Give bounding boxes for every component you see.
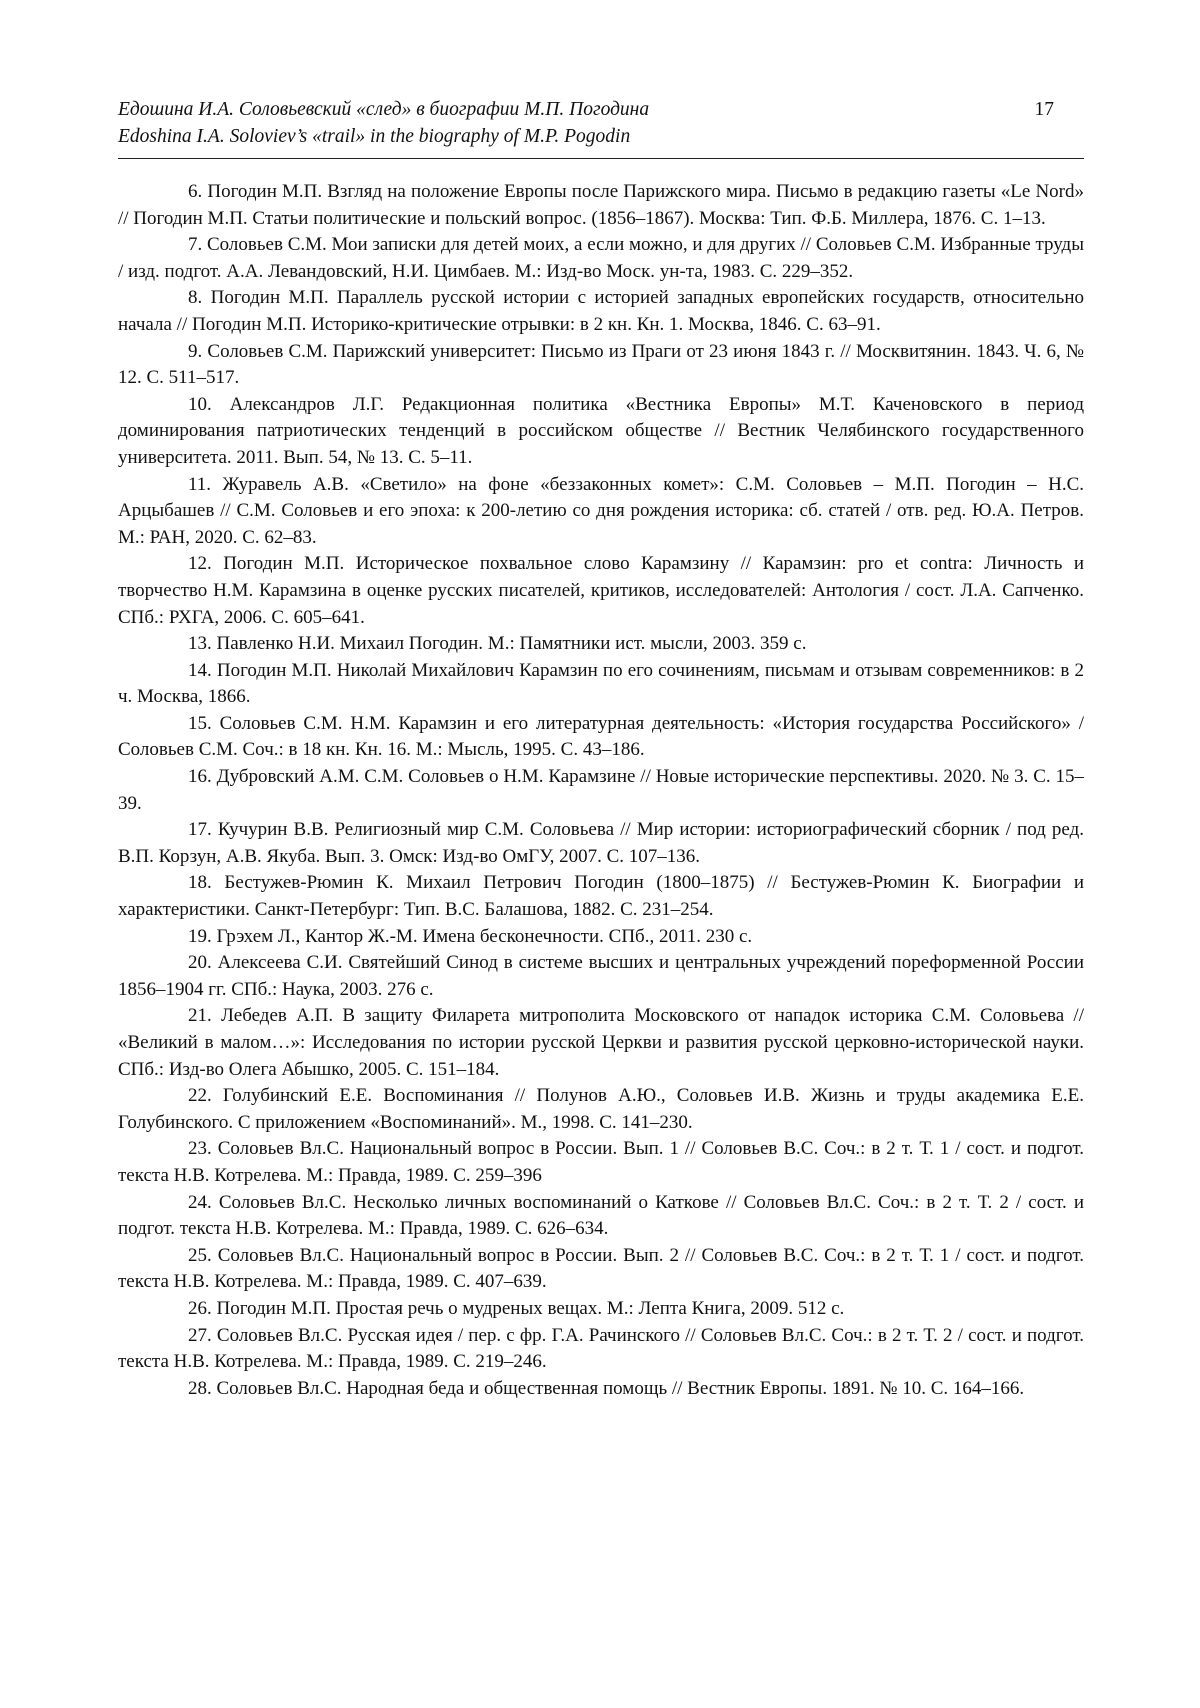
reference-item: 19. Грэхем Л., Кантор Ж.-М. Имена бесконечности. СПб., 2011. 230 с.: [188, 925, 753, 947]
reference-item: 28. Соловьев Вл.С. Народная беда и общественная помощь // Вестник Европы. 1891. № 10. С. 164–166.: [188, 1377, 1025, 1399]
running-head-title-en: Edoshina I.A. Soloviev’s «trail» in the biography of M.P. Pogodin: [118, 126, 631, 147]
reference-item: 15. Соловьев С.М. Н.М. Карамзин и его литературная деятельность: «История государства Российского» / Соловьев С.М. Соч.: в 18 кн. Кн. 16. М.: Мысль, 1995. С. 43–186.: [118, 712, 1084, 761]
reference-item: 17. Кучурин В.В. Религиозный мир С.М. Соловьева // Мир истории: историографический сборник / под ред. В.П. Корзун, А.В. Якуба. Вып. 3. Омск: Изд-во ОмГУ, 2007. С. 107–136.: [118, 819, 1084, 867]
reference-item: 26. Погодин М.П. Простая речь о мудреных вещах. М.: Лепта Книга, 2009. 512 с.: [188, 1297, 845, 1319]
reference-item: 10. Александров Л.Г. Редакционная политика «Вестника Европы» М.Т. Каченовского в период доминирования патриотических тенденций в российском обществе // Вестник Челябинского государственного университета. 2011. Вып. 54, № 13. С. 5–11.: [118, 393, 1084, 468]
reference-item: 9. Соловьев С.М. Парижский университет: Письмо из Праги от 23 июня 1843 г. // Москвитянин. 1843. Ч. 6, № 12. С. 511–517.: [118, 340, 1084, 389]
page-number: 17: [1034, 99, 1054, 120]
reference-item: 24. Соловьев Вл.С. Несколько личных воспоминаний о Каткове // Соловьев Вл.С. Соч.: в 2 т. Т. 2 / сост. и подгот. текста Н.В. Котрелева. М.: Правда, 1989. С. 626–634.: [118, 1191, 1084, 1240]
reference-item: 27. Соловьев Вл.С. Русская идея / пер. с фр. Г.А. Рачинского // Соловьев Вл.С. Соч.: в 2 т. Т. 2 / сост. и подгот. текста Н.В. Котрелева. М.: Правда, 1989. С. 219–246.: [118, 1324, 1084, 1373]
reference-item: 12. Погодин М.П. Историческое похвальное слово Карамзину // Карамзин: pro et contra: Личность и творчество Н.М. Карамзина в оценке русских писателей, критиков, исследователей: Антология / сост. Л.А. Сапченко. СПб.: РХГА, 2006. С. 605–641.: [118, 553, 1084, 628]
document-page: [118, 96, 1084, 1656]
running-head: [118, 96, 1084, 159]
reference-item: 14. Погодин М.П. Николай Михайлович Карамзин по его сочинениям, письмам и отзывам современников: в 2 ч. Москва, 1866.: [118, 659, 1084, 708]
reference-item: 13. Павленко Н.И. Михаил Погодин. М.: Памятники ист. мысли, 2003. 359 с.: [188, 633, 807, 655]
reference-item: 25. Соловьев Вл.С. Национальный вопрос в России. Вып. 2 // Соловьев В.С. Соч.: в 2 т. Т. 1 / сост. и подгот. текста Н.В. Котрелева. М.: Правда, 1989. С. 407–639.: [118, 1244, 1084, 1293]
reference-item: 16. Дубровский А.М. С.М. Соловьев о Н.М. Карамзине // Новые исторические перспективы. 2020. № 3. С. 15–39.: [118, 766, 1084, 814]
reference-item: 8. Погодин М.П. Параллель русской истории с историей западных европейских государств, относительно начала // Погодин М.П. Историко-критические отрывки: в 2 кн. Кн. 1. Москва, 1846. С. 63–91.: [118, 287, 1084, 335]
reference-list: [118, 179, 1084, 1402]
running-head-title-ru: Едошина И.А. Соловьевский «след» в биографии М.П. Погодина: [118, 99, 650, 120]
reference-item: 23. Соловьев Вл.С. Национальный вопрос в России. Вып. 1 // Соловьев В.С. Соч.: в 2 т. Т. 1 / сост. и подгот. текста Н.В. Котрелева. М.: Правда, 1989. С. 259–396: [118, 1138, 1084, 1186]
reference-item: 11. Журавель А.В. «Светило» на фоне «беззаконных комет»: С.М. Соловьев – М.П. Погодин – Н.С. Арцыбашев // С.М. Соловьев и его эпоха: к 200-летию со дня рождения историка: сб. статей / отв. ред. Ю.А. Петров. М.: РАН, 2020. С. 62–83.: [118, 473, 1084, 548]
reference-item: 18. Бестужев-Рюмин К. Михаил Петрович Погодин (1800–1875) // Бестужев-Рюмин К. Биографии и характеристики. Санкт-Петербург: Тип. В.С. Балашова, 1882. С. 231–254.: [118, 872, 1084, 921]
reference-item: 6. Погодин М.П. Взгляд на положение Европы после Парижского мира. Письмо в редакцию газеты «Le Nord» // Погодин М.П. Статьи политические и польский вопрос. (1856–1867). Москва: Тип. Ф.Б. Миллера, 1876. С. 1–13.: [118, 181, 1084, 229]
reference-item: 22. Голубинский Е.Е. Воспоминания // Полунов А.Ю., Соловьев И.В. Жизнь и труды академика Е.Е. Голубинского. С приложением «Воспоминаний». М., 1998. С. 141–230.: [118, 1085, 1084, 1133]
reference-item: 7. Соловьев С.М. Мои записки для детей моих, а если можно, и для других // Соловьев С.М. Избранные труды / изд. подгот. А.А. Левандовский, Н.И. Цимбаев. М.: Изд-во Моск. ун-та, 1983. С. 229–352.: [118, 234, 1084, 282]
reference-item: 20. Алексеева С.И. Святейший Синод в системе высших и центральных учреждений пореформенной России 1856–1904 гг. СПб.: Наука, 2003. 276 с.: [118, 952, 1084, 1000]
reference-item: 21. Лебедев А.П. В защиту Филарета митрополита Московского от нападок историка С.М. Соловьева // «Великий в малом…»: Исследования по истории русской Церкви и развития русской церковно-исторической науки. СПб.: Изд-во Олега Абышко, 2005. С. 151–184.: [118, 1005, 1084, 1080]
